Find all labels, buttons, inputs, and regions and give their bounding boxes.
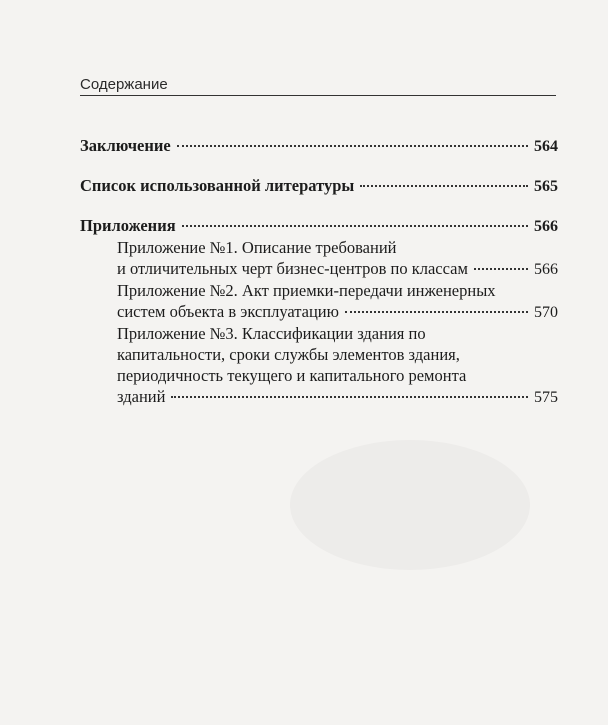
toc-entry-label: Список использованной литературы — [80, 176, 355, 195]
toc-page-number: 566 — [534, 261, 558, 278]
subentry-text-line: капитальности, сроки службы элементов здания, — [117, 345, 460, 364]
toc-page-number: 566 — [534, 218, 558, 235]
subentry-text-line: Приложение №1. Описание требований — [117, 238, 397, 257]
subentry-last-line: и отличительных черт бизнес-центров по классам — [117, 259, 468, 278]
toc-page-number: 575 — [534, 389, 558, 406]
toc-entry-appendices[interactable] — [80, 215, 558, 408]
toc-entry-references[interactable] — [80, 175, 558, 197]
toc-entry-label: Приложения — [80, 216, 176, 235]
subentry-last-line: зданий — [117, 387, 166, 406]
dot-leader — [474, 268, 528, 270]
toc-subentry-appendix-1[interactable] — [117, 237, 558, 280]
running-head: Содержание — [80, 76, 168, 93]
subentry-last-line: систем объекта в эксплуатацию — [117, 302, 339, 321]
scan-shading — [290, 440, 530, 570]
dot-leader — [171, 396, 528, 398]
appendix-list — [80, 237, 558, 408]
subentry-text-line: периодичность текущего и капитального ремонта — [117, 366, 467, 385]
toc-subentry-appendix-3[interactable] — [117, 323, 558, 408]
toc-page-number: 570 — [534, 304, 558, 321]
dot-leader — [177, 145, 528, 147]
toc-entry-label: Заключение — [80, 136, 171, 155]
dot-leader — [360, 185, 528, 187]
toc-entry-conclusion[interactable] — [80, 135, 558, 157]
subentry-text-line: Приложение №3. Классификации здания по — [117, 324, 426, 343]
dot-leader — [345, 311, 528, 313]
header-rule — [80, 95, 556, 96]
toc-page-number: 565 — [534, 178, 558, 195]
dot-leader — [182, 225, 528, 227]
subentry-text-line: Приложение №2. Акт приемки-передачи инженерных — [117, 281, 496, 300]
table-of-contents — [80, 135, 558, 408]
toc-subentry-appendix-2[interactable] — [117, 280, 558, 323]
toc-page-number: 564 — [534, 138, 558, 155]
